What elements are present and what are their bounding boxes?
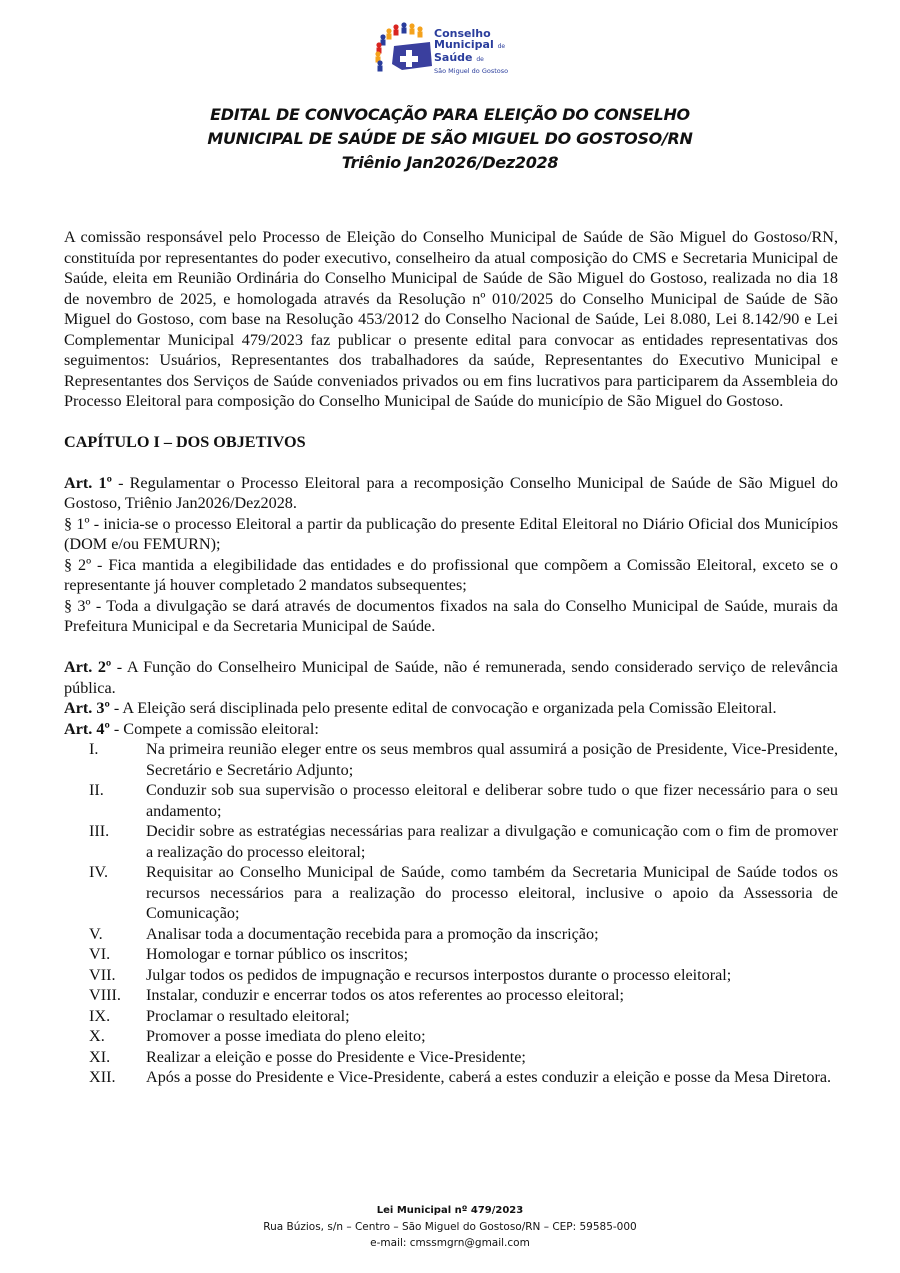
list-item-text: Analisar toda a documentação recebida para a promoção da inscrição; bbox=[146, 924, 599, 943]
article-4-text: - Compete a comissão eleitoral: bbox=[109, 719, 319, 738]
article-1-label: Art. 1º bbox=[64, 473, 112, 492]
council-logo bbox=[372, 20, 532, 82]
list-item-number: II. bbox=[89, 781, 104, 799]
commission-duties-list bbox=[64, 739, 838, 1088]
article-4 bbox=[64, 719, 838, 740]
list-item bbox=[64, 944, 838, 965]
list-item-text: Realizar a eleição e posse do Presidente e Vice-Presidente; bbox=[146, 1047, 526, 1066]
list-item bbox=[64, 780, 838, 821]
list-item-number: V. bbox=[89, 924, 103, 943]
list-item-number: III. bbox=[89, 822, 110, 840]
article-4-label: Art. 4º bbox=[64, 719, 110, 738]
list-item-text: Homologar e tornar público os inscritos; bbox=[146, 945, 409, 963]
logo-line-2-suffix: de bbox=[497, 43, 506, 50]
logo-line-4: São Miguel do Gostoso bbox=[434, 67, 509, 75]
document-body bbox=[64, 227, 838, 1088]
footer-email: e-mail: cmssmgrn@gmail.com bbox=[370, 1237, 530, 1249]
logo-line-2: Municipal bbox=[434, 38, 494, 51]
article-3-text: - A Eleição será disciplinada pelo presente edital de convocação e organizada pela Comissão Eleitoral. bbox=[109, 699, 777, 717]
article-2-text: - A Função do Conselheiro Municipal de Saúde, não é remunerada, sendo considerado serviço de relevância pública. bbox=[64, 658, 838, 697]
list-item-text: Promover a posse imediata do pleno eleito; bbox=[146, 1027, 426, 1045]
list-item-number: VII. bbox=[89, 965, 116, 984]
intro-paragraph: A comissão responsável pelo Processo de Eleição do Conselho Municipal de Saúde de São Miguel do Gostoso/RN, constituída por representantes do poder executivo, conselheiro da atual composição do CMS e Secretaria Municipal de Saúde, eleita em Reunião Ordinária do Conselho Municipal de Saúde de São Miguel do Gostoso, realizada no dia 18 de novembro de 2025, e homologada através da Resolução nº 010/2025 do Conselho Municipal de Saúde de São Miguel do Gostoso, com base na Resolução 453/2012 do Conselho Nacional de Saúde, Lei 8.080, Lei 8.142/90 e Lei Complementar Municipal 479/2023 faz publicar o presente edital para convocar as entidades representativas dos seguimentos: Usuários, Representantes dos trabalhadores da saúde, Representantes do Executivo Municipal e Representantes dos Serviços de Saúde conveniados privados ou em fins lucrativos para participarem da Assembleia do Processo Eleitoral para composição do Conselho Municipal de Saúde do município de São Miguel do Gostoso. bbox=[64, 228, 838, 410]
title-line-3: Triênio Jan2026/Dez2028 bbox=[341, 153, 559, 172]
list-item bbox=[64, 1047, 838, 1068]
article-2 bbox=[64, 657, 838, 698]
list-item-number: IX. bbox=[89, 1006, 111, 1025]
list-item-text: Requisitar ao Conselho Municipal de Saúde, como também da Secretaria Municipal de Saúde todos os recursos necessários para a realização do processo eleitoral, inclusive o apoio da Assessoria de Comunicação; bbox=[146, 863, 838, 922]
list-item bbox=[64, 739, 838, 780]
list-item-text: Na primeira reunião eleger entre os seus membros qual assumirá a posição de Presidente, Vice-Presidente, Secretário e Secretário Adjunto; bbox=[146, 740, 838, 779]
list-item-number: XII. bbox=[89, 1068, 116, 1086]
list-item bbox=[64, 862, 838, 924]
list-item-number: XI. bbox=[89, 1047, 111, 1066]
logo-line-3-suffix: de bbox=[476, 56, 484, 63]
list-item bbox=[64, 1026, 838, 1047]
logo-line-3: Saúde bbox=[434, 51, 473, 64]
list-item-text: Julgar todos os pedidos de impugnação e recursos interpostos durante o processo eleitoral; bbox=[146, 965, 732, 984]
list-item bbox=[64, 1067, 838, 1088]
article-3 bbox=[64, 698, 838, 719]
list-item-text: Conduzir sob sua supervisão o processo eleitoral e deliberar sobre tudo o que fizer necessário para o seu andamento; bbox=[146, 781, 838, 820]
article-3-label: Art. 3º bbox=[64, 699, 110, 717]
list-item-text: Instalar, conduzir e encerrar todos os atos referentes ao processo eleitoral; bbox=[146, 986, 625, 1004]
logo-line-1: Conselho bbox=[434, 27, 491, 40]
list-item-number: VI. bbox=[89, 945, 111, 963]
list-item-text: Após a posse do Presidente e Vice-Presidente, caberá a estes conduzir a eleição e posse da Mesa Diretora. bbox=[146, 1068, 832, 1086]
list-item bbox=[64, 821, 838, 862]
logo-wordmark bbox=[434, 28, 508, 77]
article-1-text: - Regulamentar o Processo Eleitoral para a recomposição Conselho Municipal de Saúde de São Miguel do Gostoso, Triênio Jan2026/Dez2028. bbox=[64, 473, 839, 512]
list-item bbox=[64, 1006, 838, 1027]
list-item-text: Proclamar o resultado eleitoral; bbox=[146, 1006, 350, 1025]
list-item-number: IV. bbox=[89, 863, 109, 881]
title-line-1: EDITAL DE CONVOCAÇÃO PARA ELEIÇÃO DO CONSELHO bbox=[210, 105, 690, 124]
document-title bbox=[0, 103, 900, 175]
footer-law: Lei Municipal nº 479/2023 bbox=[376, 1205, 524, 1216]
article-2-label: Art. 2º bbox=[64, 658, 112, 676]
paragraph-1: § 1º - inicia-se o processo Eleitoral a partir da publicação do presente Edital Eleitoral no Diário Oficial dos Municípios (DOM e/ou FEMURN); bbox=[64, 514, 838, 553]
list-item-number: X. bbox=[89, 1027, 105, 1045]
title-line-2: MUNICIPAL DE SAÚDE DE SÃO MIGUEL DO GOSTOSO/RN bbox=[207, 129, 693, 148]
list-item-number: VIII. bbox=[89, 986, 121, 1004]
footer-address: Rua Búzios, s/n – Centro – São Miguel do Gostoso/RN – CEP: 59585-000 bbox=[263, 1221, 637, 1233]
chapter-heading: CAPÍTULO I – DOS OBJETIVOS bbox=[64, 432, 306, 451]
list-item bbox=[64, 965, 838, 986]
people-circle-emblem-icon bbox=[372, 20, 434, 82]
article-1 bbox=[64, 473, 838, 514]
list-item bbox=[64, 924, 838, 945]
paragraph-3: § 3º - Toda a divulgação se dará através de documentos fixados na sala do Conselho Municipal de Saúde, murais da Prefeitura Municipal e da Secretaria Municipal de Saúde. bbox=[64, 596, 838, 635]
list-item bbox=[64, 985, 838, 1006]
list-item-text: Decidir sobre as estratégias necessárias para realizar a divulgação e comunicação com o fim de promover a realização do processo eleitoral; bbox=[146, 822, 838, 861]
paragraph-2: § 2º - Fica mantida a elegibilidade das entidades e do profissional que compõem a Comissão Eleitoral, exceto se o representante já houver completado 2 mandatos subsequentes; bbox=[64, 555, 838, 594]
list-item-number: I. bbox=[89, 740, 99, 758]
page-footer bbox=[0, 1203, 900, 1251]
